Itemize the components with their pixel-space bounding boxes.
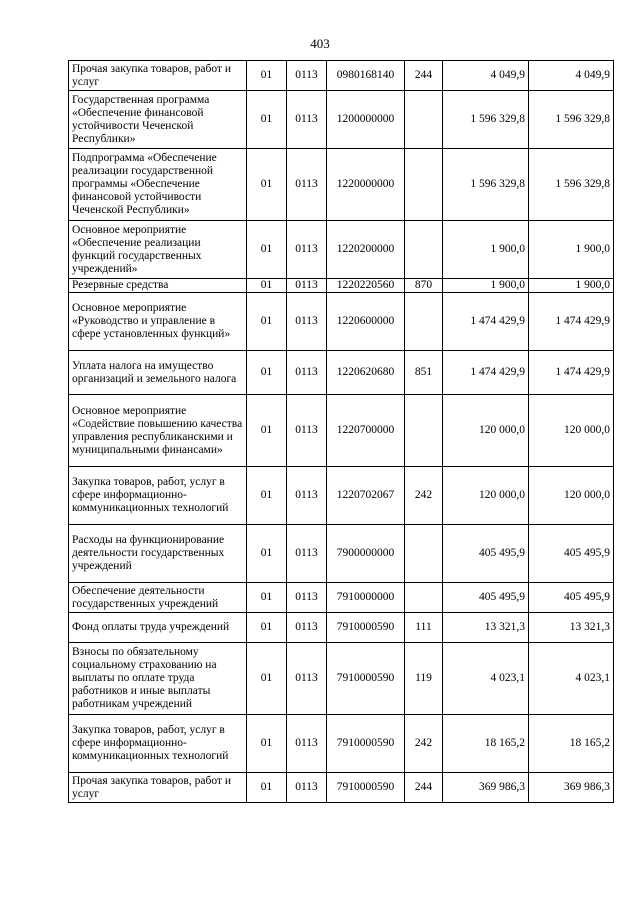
cell-sum-2: 18 165,2 (529, 715, 614, 773)
cell-csr: 0980168140 (327, 61, 405, 91)
cell-ved: 01 (247, 643, 287, 715)
cell-sum-1: 405 495,9 (443, 525, 529, 583)
cell-sum-2: 1 474 429,9 (529, 351, 614, 395)
cell-vr (405, 149, 443, 221)
table-row (69, 715, 614, 773)
cell-name: Прочая закупка товаров, работ и услуг (69, 773, 247, 803)
cell-sum-2: 1 900,0 (529, 221, 614, 279)
cell-ved: 01 (247, 715, 287, 773)
cell-rz: 0113 (287, 279, 327, 293)
cell-ved: 01 (247, 525, 287, 583)
page-number: 403 (310, 36, 330, 51)
cell-vr (405, 525, 443, 583)
cell-ved: 01 (247, 61, 287, 91)
cell-csr: 1220600000 (327, 293, 405, 351)
cell-name: Взносы по обязательному социальному страхованию на выплаты по оплате труда работников и иные выплаты работникам учреждений (69, 643, 247, 715)
cell-rz: 0113 (287, 293, 327, 351)
cell-sum-2: 120 000,0 (529, 467, 614, 525)
cell-rz: 0113 (287, 773, 327, 803)
cell-name: Резервные средства (69, 279, 247, 293)
cell-sum-1: 120 000,0 (443, 395, 529, 467)
cell-sum-1: 1 596 329,8 (443, 91, 529, 149)
cell-ved: 01 (247, 613, 287, 643)
cell-csr: 1220620680 (327, 351, 405, 395)
table-row (69, 643, 614, 715)
cell-ved: 01 (247, 149, 287, 221)
cell-rz: 0113 (287, 91, 327, 149)
cell-sum-1: 120 000,0 (443, 467, 529, 525)
cell-sum-1: 4 049,9 (443, 61, 529, 91)
cell-sum-2: 405 495,9 (529, 525, 614, 583)
cell-vr: 111 (405, 613, 443, 643)
cell-sum-1: 405 495,9 (443, 583, 529, 613)
table-row (69, 467, 614, 525)
cell-rz: 0113 (287, 643, 327, 715)
budget-table (68, 60, 614, 803)
cell-name: Закупка товаров, работ, услуг в сфере информационно-коммуникационных технологий (69, 467, 247, 525)
cell-vr: 119 (405, 643, 443, 715)
cell-sum-1: 1 900,0 (443, 221, 529, 279)
cell-sum-2: 4 049,9 (529, 61, 614, 91)
cell-ved: 01 (247, 91, 287, 149)
cell-ved: 01 (247, 279, 287, 293)
cell-vr: 870 (405, 279, 443, 293)
cell-rz: 0113 (287, 221, 327, 279)
cell-name: Государственная программа «Обеспечение финансовой устойчивости Чеченской Республики» (69, 91, 247, 149)
cell-rz: 0113 (287, 61, 327, 91)
cell-rz: 0113 (287, 583, 327, 613)
cell-sum-1: 1 596 329,8 (443, 149, 529, 221)
cell-csr: 7910000590 (327, 643, 405, 715)
cell-ved: 01 (247, 395, 287, 467)
table-row (69, 293, 614, 351)
cell-vr: 244 (405, 61, 443, 91)
cell-rz: 0113 (287, 395, 327, 467)
cell-name: Закупка товаров, работ, услуг в сфере информационно-коммуникационных технологий (69, 715, 247, 773)
cell-sum-2: 405 495,9 (529, 583, 614, 613)
cell-sum-2: 1 596 329,8 (529, 149, 614, 221)
cell-ved: 01 (247, 351, 287, 395)
cell-rz: 0113 (287, 525, 327, 583)
cell-sum-2: 1 900,0 (529, 279, 614, 293)
cell-rz: 0113 (287, 613, 327, 643)
table-row (69, 525, 614, 583)
cell-csr: 7910000590 (327, 773, 405, 803)
cell-ved: 01 (247, 583, 287, 613)
cell-name: Уплата налога на имущество организаций и земельного налога (69, 351, 247, 395)
cell-sum-2: 120 000,0 (529, 395, 614, 467)
cell-csr: 1220000000 (327, 149, 405, 221)
cell-vr (405, 395, 443, 467)
cell-sum-1: 1 900,0 (443, 279, 529, 293)
cell-name: Основное мероприятие «Руководство и управление в сфере установленных функций» (69, 293, 247, 351)
cell-sum-2: 13 321,3 (529, 613, 614, 643)
table-row (69, 583, 614, 613)
cell-ved: 01 (247, 467, 287, 525)
cell-vr: 242 (405, 715, 443, 773)
cell-sum-1: 4 023,1 (443, 643, 529, 715)
table-row (69, 279, 614, 293)
cell-vr: 851 (405, 351, 443, 395)
table-row (69, 351, 614, 395)
cell-csr: 7910000000 (327, 583, 405, 613)
cell-name: Подпрограмма «Обеспечение реализации государственной программы «Обеспечение финансовой устойчивости Чеченской Республики» (69, 149, 247, 221)
table-row (69, 395, 614, 467)
cell-rz: 0113 (287, 467, 327, 525)
cell-csr: 7910000590 (327, 613, 405, 643)
cell-vr (405, 91, 443, 149)
cell-rz: 0113 (287, 351, 327, 395)
cell-ved: 01 (247, 773, 287, 803)
cell-name: Фонд оплаты труда учреждений (69, 613, 247, 643)
table-row (69, 91, 614, 149)
cell-rz: 0113 (287, 149, 327, 221)
cell-sum-2: 1 474 429,9 (529, 293, 614, 351)
cell-sum-2: 369 986,3 (529, 773, 614, 803)
table-row (69, 61, 614, 91)
table-row (69, 613, 614, 643)
cell-rz: 0113 (287, 715, 327, 773)
cell-name: Основное мероприятие «Содействие повышению качества управления республиканскими и муниципальными финансами» (69, 395, 247, 467)
cell-ved: 01 (247, 293, 287, 351)
cell-name: Прочая закупка товаров, работ и услуг (69, 61, 247, 91)
cell-sum-2: 4 023,1 (529, 643, 614, 715)
table-row (69, 773, 614, 803)
cell-sum-2: 1 596 329,8 (529, 91, 614, 149)
cell-name: Основное мероприятие «Обеспечение реализации функций государственных учреждений» (69, 221, 247, 279)
cell-csr: 1220220560 (327, 279, 405, 293)
cell-sum-1: 1 474 429,9 (443, 351, 529, 395)
cell-sum-1: 1 474 429,9 (443, 293, 529, 351)
cell-csr: 1220702067 (327, 467, 405, 525)
cell-ved: 01 (247, 221, 287, 279)
table-row (69, 149, 614, 221)
cell-name: Обеспечение деятельности государственных учреждений (69, 583, 247, 613)
cell-vr: 244 (405, 773, 443, 803)
cell-csr: 1200000000 (327, 91, 405, 149)
cell-csr: 7900000000 (327, 525, 405, 583)
cell-vr (405, 293, 443, 351)
cell-name: Расходы на функционирование деятельности государственных учреждений (69, 525, 247, 583)
cell-sum-1: 13 321,3 (443, 613, 529, 643)
table-row (69, 221, 614, 279)
cell-sum-1: 18 165,2 (443, 715, 529, 773)
cell-csr: 1220200000 (327, 221, 405, 279)
cell-sum-1: 369 986,3 (443, 773, 529, 803)
cell-csr: 1220700000 (327, 395, 405, 467)
cell-csr: 7910000590 (327, 715, 405, 773)
cell-vr (405, 583, 443, 613)
cell-vr (405, 221, 443, 279)
cell-vr: 242 (405, 467, 443, 525)
